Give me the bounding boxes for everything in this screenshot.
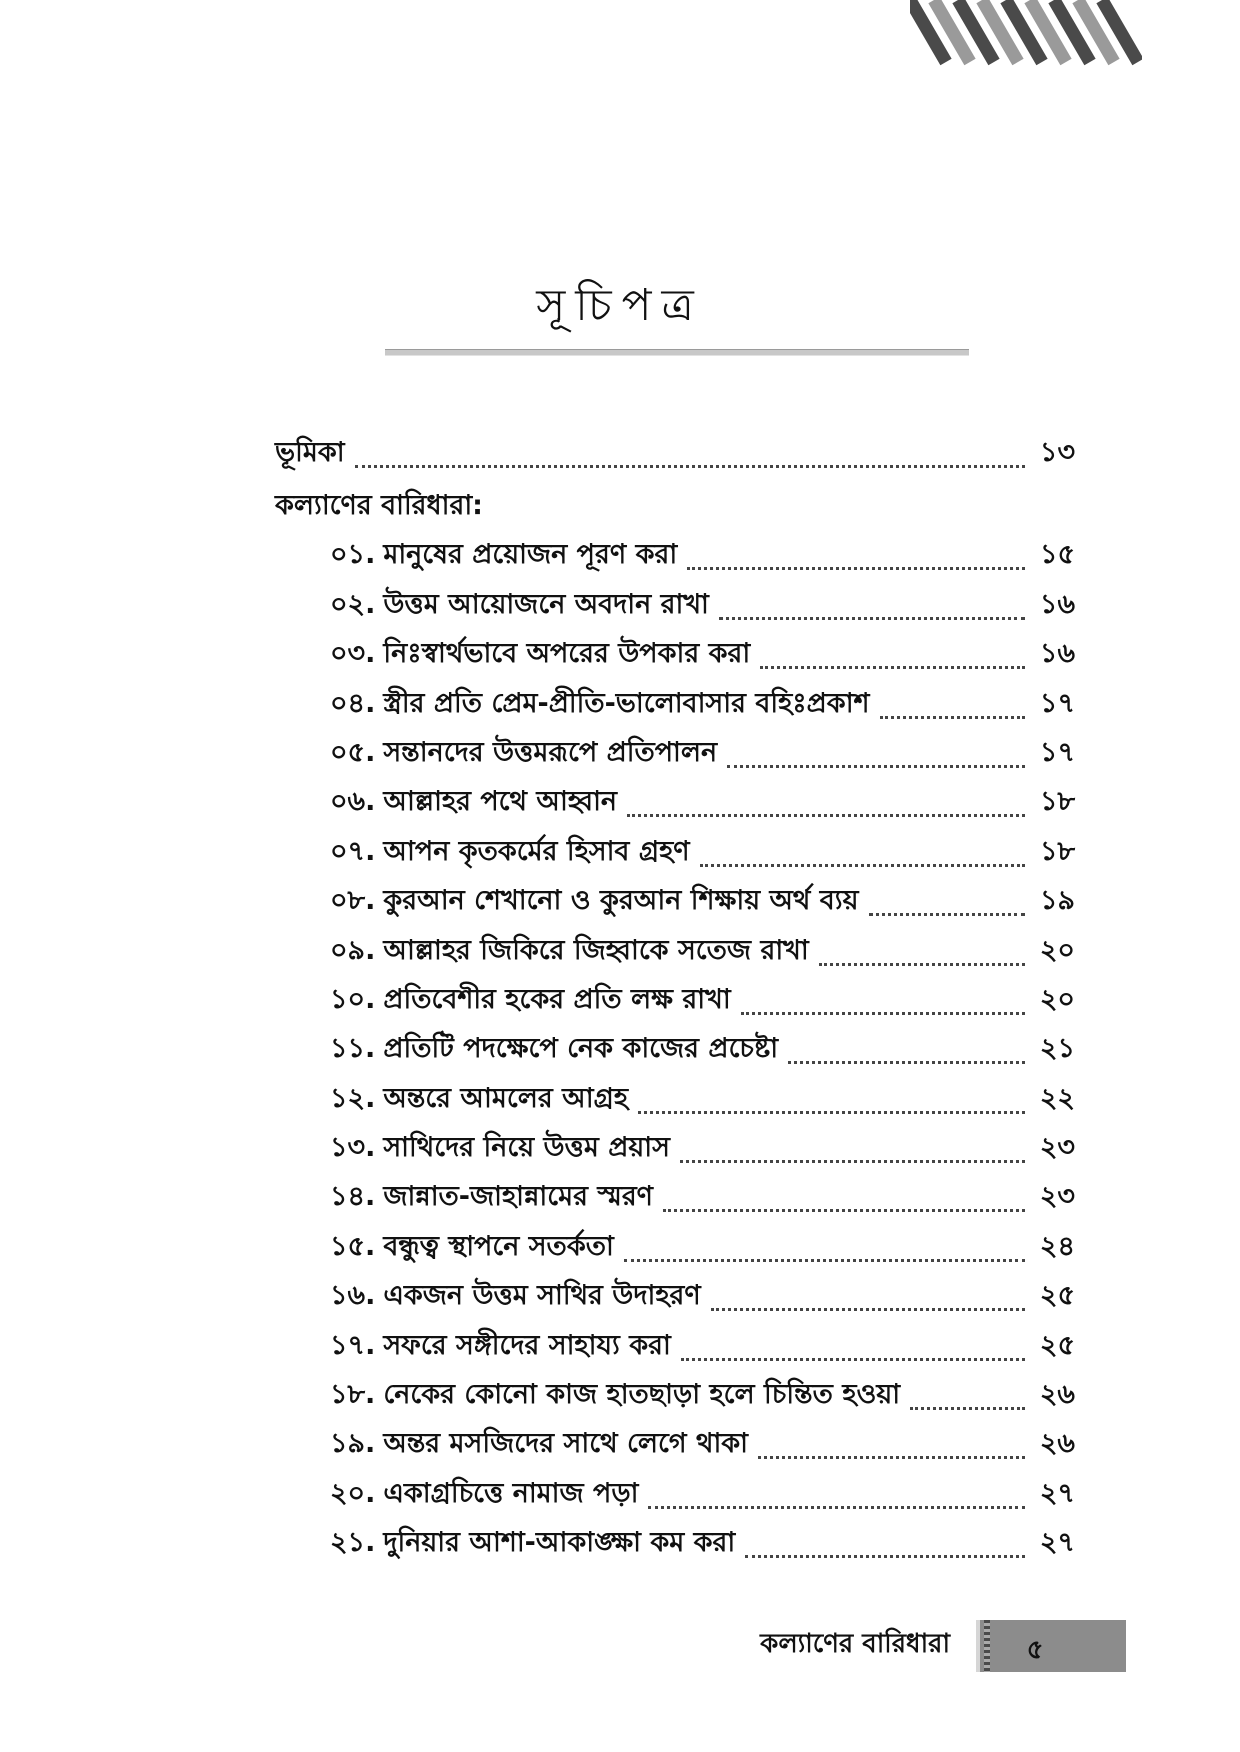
toc-entry-label: নিঃস্বার্থভাবে অপরের উপকার করা: [383, 638, 751, 670]
toc-entry-label: মানুষের প্রয়োজন পূরণ করা: [383, 539, 678, 571]
toc-entry-label: কুরআন শেখানো ও কুরআন শিক্ষায় অর্থ ব্যয়: [383, 885, 859, 917]
toc-entry-number: ২০.: [330, 1477, 376, 1509]
toc-entry[interactable]: [275, 1419, 1075, 1468]
toc-entry-label: আল্লাহর পথে আহ্বান: [383, 786, 618, 818]
toc-entry-page: ২৩: [1039, 1132, 1075, 1164]
toc-entry-number: ১২.: [330, 1082, 376, 1114]
toc-entry-number: ০৭.: [330, 835, 376, 867]
page-number: ৫: [1026, 1635, 1044, 1665]
toc-entry-number: ০১.: [330, 539, 376, 571]
dot-leader: [711, 1308, 1025, 1311]
toc-entry-page: ২১: [1039, 1033, 1075, 1065]
toc-entry[interactable]: [275, 579, 1075, 628]
dot-leader: [681, 1358, 1025, 1361]
toc-entry[interactable]: [275, 629, 1075, 678]
dot-leader: [745, 1555, 1025, 1558]
toc-entry-number: ০৪.: [330, 687, 376, 719]
toc-entry-page: ২৪: [1039, 1230, 1075, 1262]
toc-entry-page: ১৫: [1039, 539, 1075, 571]
toc-entry-number: ০৬.: [330, 786, 376, 818]
toc-entry-number: ১৫.: [330, 1230, 376, 1262]
toc-entry-page: ১৭: [1039, 736, 1075, 768]
toc-entry-number: ১৬.: [330, 1280, 376, 1312]
toc-entry-label: জান্নাত-জাহান্নামের স্মরণ: [383, 1181, 653, 1213]
toc-entry-number: ০২.: [330, 588, 376, 620]
dot-leader: [741, 1012, 1025, 1015]
toc-entry-number: ২১.: [330, 1527, 376, 1559]
running-footer-title: কল্যাণের বারিধারা: [760, 1629, 950, 1659]
toc-entry[interactable]: [275, 1221, 1075, 1270]
dot-leader: [648, 1506, 1025, 1509]
toc-section-heading: [275, 477, 1075, 530]
dot-leader: [880, 716, 1025, 719]
toc-entry-page: ১৮: [1039, 786, 1075, 818]
toc-entry-label: আল্লাহর জিকিরে জিহ্বাকে সতেজ রাখা: [383, 934, 809, 966]
toc-entry-number: ১১.: [330, 1033, 376, 1065]
toc-entry-label: প্রতিবেশীর হকের প্রতি লক্ষ রাখা: [383, 983, 731, 1015]
toc-entry-number: ১০.: [330, 983, 376, 1015]
dot-leader: [760, 666, 1025, 669]
dot-leader: [869, 913, 1025, 916]
toc-entry-page: ১৬: [1039, 638, 1075, 670]
dot-leader: [727, 765, 1025, 768]
toc-entry-page: ২৫: [1039, 1329, 1075, 1361]
dot-leader: [627, 814, 1025, 817]
decorative-corner-stripes: [910, 0, 1142, 74]
toc-entry-page: ১৩: [1039, 437, 1075, 468]
toc-entry-label: একাগ্রচিত্তে নামাজ পড়া: [383, 1477, 639, 1509]
toc-entry-intro[interactable]: [275, 424, 1075, 477]
toc-entry[interactable]: [275, 1073, 1075, 1122]
toc-entry-page: ২৭: [1039, 1477, 1075, 1509]
toc-entry[interactable]: [275, 1518, 1075, 1567]
toc-entry-page: ১৭: [1039, 687, 1075, 719]
toc-entry-number: ১৮.: [330, 1379, 376, 1411]
toc-entry-page: ২৬: [1039, 1428, 1075, 1460]
page-title: সূচিপত্র: [536, 280, 704, 331]
dot-leader: [758, 1456, 1025, 1459]
toc-entry-page: ২৩: [1039, 1181, 1075, 1213]
dot-leader: [788, 1061, 1025, 1064]
dot-leader: [819, 963, 1025, 966]
toc-entry-label: একজন উত্তম সাথির উদাহরণ: [383, 1280, 701, 1312]
toc-entry-label: অন্তরে আমলের আগ্রহ: [383, 1082, 629, 1114]
dot-leader: [910, 1407, 1025, 1410]
toc-entry-number: ০৩.: [330, 638, 376, 670]
toc-entry-number: ১৯.: [330, 1428, 376, 1460]
dot-leader: [680, 1160, 1025, 1163]
toc-entry-page: ২৫: [1039, 1280, 1075, 1312]
toc-entry[interactable]: [275, 530, 1075, 579]
dot-leader: [624, 1259, 1025, 1262]
toc-entry-page: ২৭: [1039, 1527, 1075, 1559]
toc-entry-label: বন্ধুত্ব স্থাপনে সতর্কতা: [383, 1230, 614, 1262]
dot-leader: [700, 864, 1025, 867]
toc-entry-label: নেকের কোনো কাজ হাতছাড়া হলে চিন্তিত হওয়া: [383, 1379, 901, 1411]
toc-entry-label: সন্তানদের উত্তমরূপে প্রতিপালন: [383, 736, 718, 768]
toc-entry[interactable]: [275, 1172, 1075, 1221]
toc-entry-label: সাথিদের নিয়ে উত্তম প্রয়াস: [383, 1132, 670, 1164]
toc-entry-page: ২০: [1039, 934, 1075, 966]
toc-entry-label: দুনিয়ার আশা-আকাঙ্ক্ষা কম করা: [383, 1527, 736, 1559]
title-underline: [385, 349, 969, 356]
toc-entry-label: অন্তর মসজিদের সাথে লেগে থাকা: [383, 1428, 749, 1460]
toc-entry[interactable]: [275, 925, 1075, 974]
toc-entry[interactable]: [275, 1123, 1075, 1172]
toc-entry[interactable]: [275, 1468, 1075, 1517]
toc-entry[interactable]: [275, 1271, 1075, 1320]
toc-entry[interactable]: [275, 728, 1075, 777]
toc-entry-page: ১৯: [1039, 885, 1075, 917]
toc-entry[interactable]: [275, 678, 1075, 727]
toc-entry[interactable]: [275, 1370, 1075, 1419]
dot-leader: [719, 617, 1025, 620]
dot-leader: [355, 465, 1025, 468]
toc-entry-page: ২৬: [1039, 1379, 1075, 1411]
toc-entry-page: ২২: [1039, 1082, 1075, 1114]
section-heading-label: কল্যাণের বারিধারা:: [275, 490, 483, 521]
dot-leader: [687, 567, 1025, 570]
toc-entry-label: স্ত্রীর প্রতি প্রেম-প্রীতি-ভালোবাসার বহিঃপ্রকাশ: [383, 687, 870, 719]
toc-entry[interactable]: [275, 1024, 1075, 1073]
toc-entry[interactable]: [275, 777, 1075, 826]
toc-entry-page: ১৬: [1039, 588, 1075, 620]
toc-entry[interactable]: [275, 876, 1075, 925]
toc-entry-label: আপন কৃতকর্মের হিসাব গ্রহণ: [383, 835, 690, 867]
toc-entry-number: ০৮.: [330, 885, 376, 917]
toc-entry-number: ০৫.: [330, 736, 376, 768]
toc-entry-page: ১৮: [1039, 835, 1075, 867]
toc-entry-number: ১৭.: [330, 1329, 376, 1361]
toc-entry-number: ১৪.: [330, 1181, 376, 1213]
dot-leader: [663, 1209, 1025, 1212]
toc-entry-page: ২০: [1039, 983, 1075, 1015]
toc-entry-label: সফরে সঙ্গীদের সাহায্য করা: [383, 1329, 671, 1361]
toc-entry-number: ১৩.: [330, 1132, 376, 1164]
toc-entry[interactable]: [275, 1320, 1075, 1369]
toc-entry-label: ভূমিকা: [275, 437, 345, 468]
toc-entry-label: প্রতিটি পদক্ষেপে নেক কাজের প্রচেষ্টা: [383, 1033, 779, 1065]
toc-entry-label: উত্তম আয়োজনে অবদান রাখা: [383, 588, 709, 620]
toc-entry-number: ০৯.: [330, 934, 376, 966]
table-of-contents: [275, 424, 1075, 1567]
toc-entry[interactable]: [275, 975, 1075, 1024]
dot-leader: [638, 1111, 1025, 1114]
toc-entry[interactable]: [275, 826, 1075, 875]
